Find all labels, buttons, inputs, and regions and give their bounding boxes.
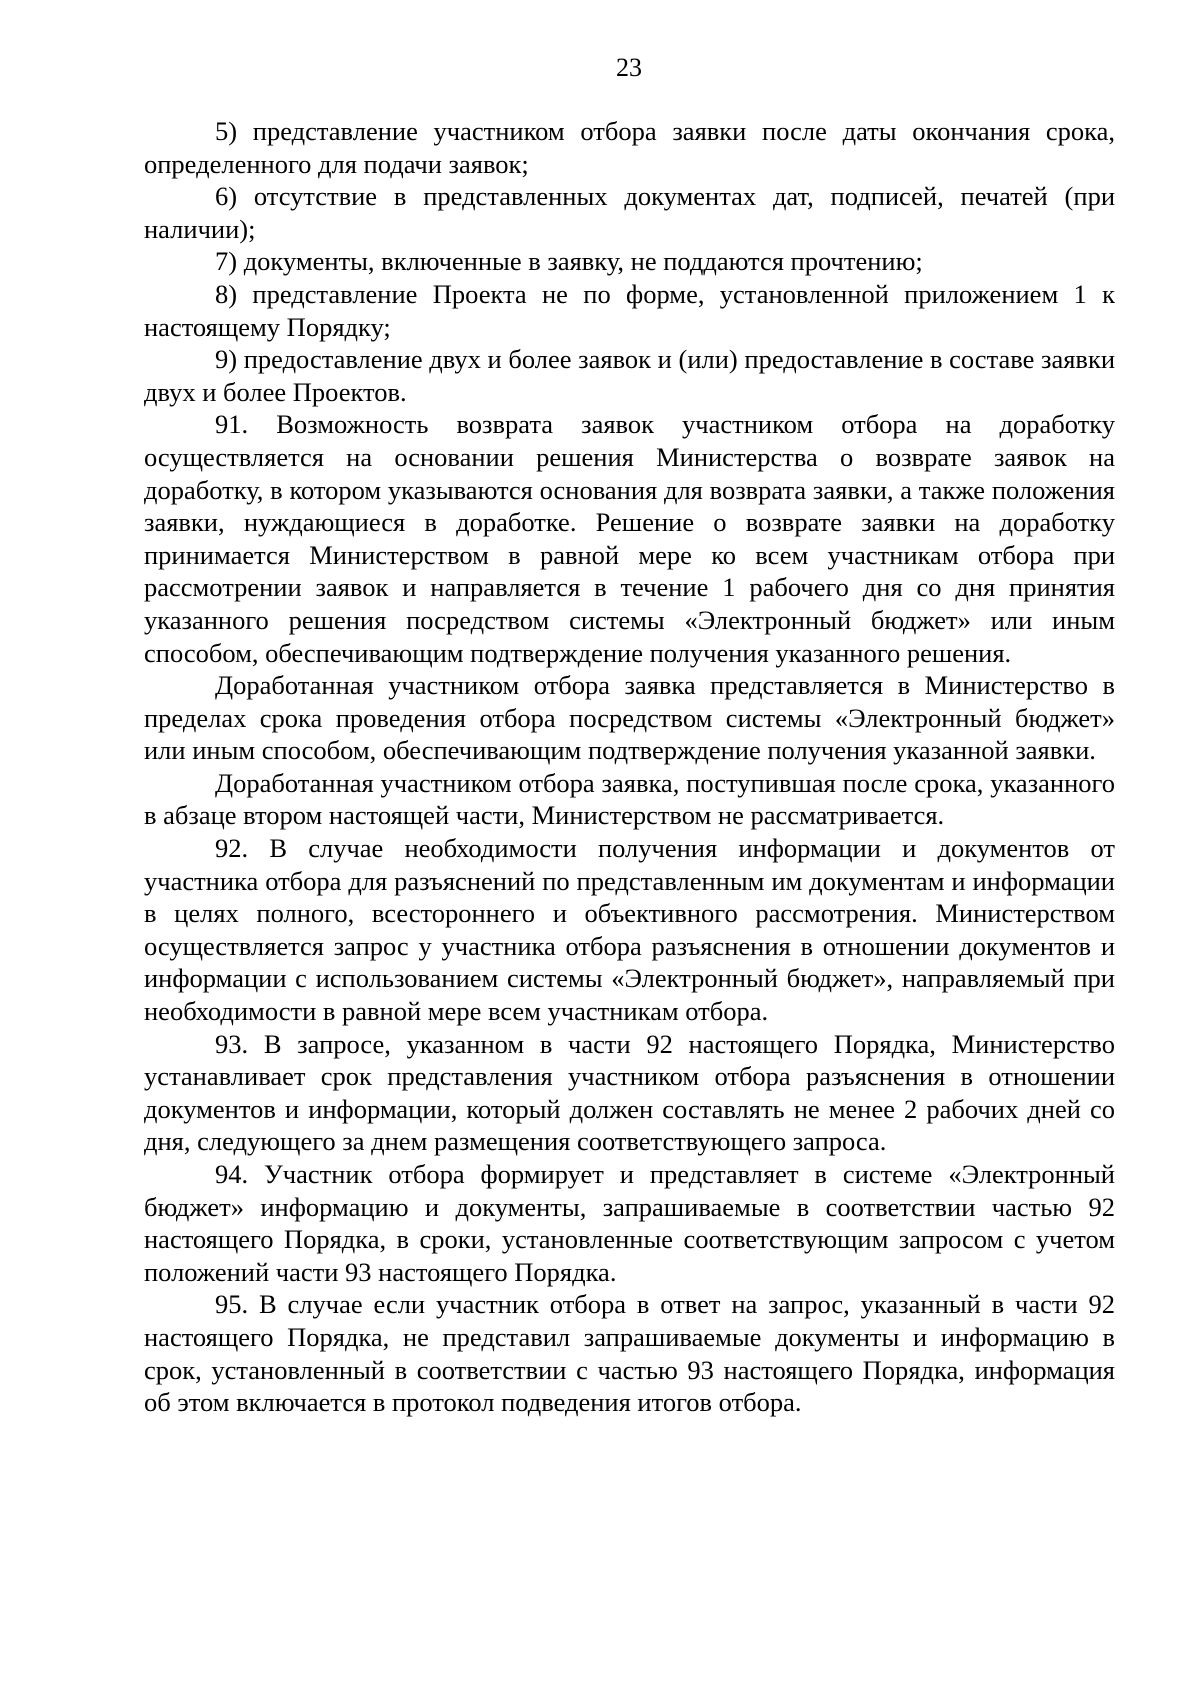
paragraph-92: 92. В случае необходимости получения информации и документов от участника отбора для разъяснений по представленным им документам и информации в целях полного, всестороннего и объективного рассмотрения. Министерством осуществляется запрос у участника отбора разъяснения в отношении документов и информации с использованием системы «Электронный бюджет», направляемый при необходимости в равной мере всем участникам отбора. — [144, 833, 1115, 1027]
paragraph-item-9: 9) предоставление двух и более заявок и (или) предоставление в составе заявки двух и более Проектов. — [144, 344, 1115, 407]
paragraph-95: 95. В случае если участник отбора в ответ на запрос, указанный в части 92 настоящего Порядка, не представил запрашиваемые документы и информацию в срок, установленный в соответствии с частью 93 настоящего Порядка, информация об этом включается в протокол подведения итогов отбора. — [144, 1289, 1115, 1418]
paragraph-91: 91. Возможность возврата заявок участником отбора на доработку осуществляется на основании решения Министерства о возврате заявок на доработку, в котором указываются основания для возврата заявки, а также положения заявки, нуждающиеся в доработке. Решение о возврате заявки на доработку принимается Министерством в равной мере ко всем участникам отбора при рассмотрении заявок и направляется в течение 1 рабочего дня со дня принятия указанного решения посредством системы «Электронный бюджет» или иным способом, обеспечивающим подтверждение получения указанного решения. — [144, 409, 1115, 668]
paragraph-item-6: 6) отсутствие в представленных документах дат, подписей, печатей (при наличии); — [144, 181, 1115, 244]
paragraph-item-7: 7) документы, включенные в заявку, не поддаются прочтению; — [215, 246, 923, 277]
paragraph-94: 94. Участник отбора формирует и представляет в системе «Электронный бюджет» информацию и документы, запрашиваемые в соответствии частью 92 настоящего Порядка, в сроки, установленные соответствующим запросом с учетом положений части 93 настоящего Порядка. — [144, 1159, 1115, 1287]
paragraph-91-late-application: Доработанная участником отбора заявка, поступившая после срока, указанного в абзаце втором настоящей части, Министерством не рассматривается. — [144, 767, 1115, 831]
document-body — [144, 115, 1115, 1419]
paragraph-item-5: 5) представление участником отбора заявки после даты окончания срока, определенного для подачи заявок; — [144, 116, 1115, 179]
page-number: 23 — [616, 53, 642, 82]
paragraph-93: 93. В запросе, указанном в части 92 настоящего Порядка, Министерство устанавливает срок представления участником отбора разъяснения в отношении документов и информации, который должен составлять не менее 2 рабочих дней со дня, следующего за днем размещения соответствующего запроса. — [144, 1028, 1115, 1157]
paragraph-item-8: 8) представление Проекта не по форме, установленной приложением 1 к настоящему Порядку; — [144, 278, 1115, 342]
paragraph-91-revised-application: Доработанная участником отбора заявка представляется в Министерство в пределах срока проведения отбора посредством системы «Электронный бюджет» или иным способом, обеспечивающим подтверждение получения указанной заявки. — [144, 670, 1115, 766]
